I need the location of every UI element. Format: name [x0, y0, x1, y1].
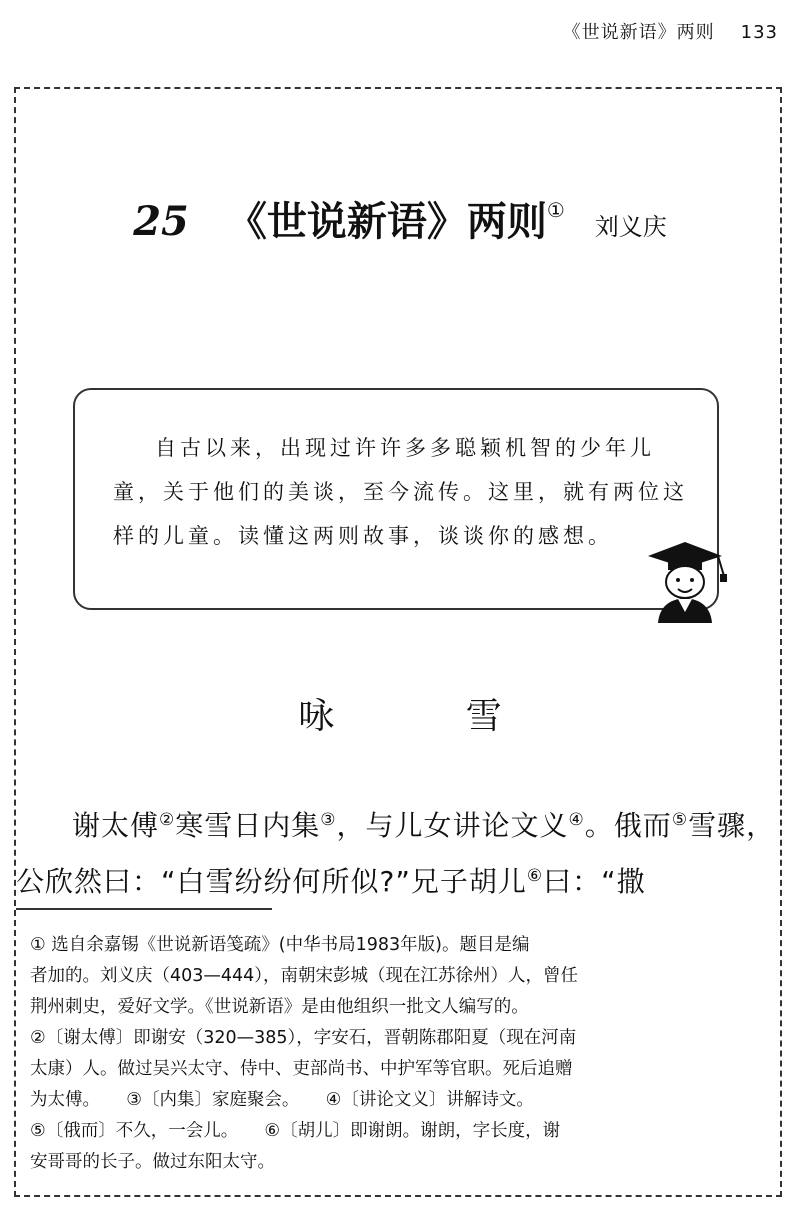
footnote-line: 荆州刺史，爱好文学。《世说新语》是由他组织一批文人编写的。 [30, 997, 529, 1017]
footnote-line: ②〔谢太傅〕即谢安（320—385），字安石，晋朝陈郡阳夏（现在河南 [30, 1028, 577, 1048]
footnote-ref: ③ [320, 810, 337, 830]
title-footnote-mark: ① [546, 198, 565, 222]
footnote-ref: ④ [568, 810, 585, 830]
text-seg: 雪骤，公欣然曰：“白雪纷纷何所似?”兄子胡儿 [16, 809, 776, 898]
running-header [563, 18, 778, 44]
text-seg: ，与儿女讲论文义 [336, 809, 569, 842]
footnote-line: 者加的。刘义庆（403—444），南朝宋彭城（现在江苏徐州）人，曾任 [30, 966, 579, 986]
footnote-rule [16, 908, 272, 910]
page-number: 133 [740, 22, 778, 43]
footnote-line: 太康）人。做过吴兴太守、侍中、吏部尚书、中护军等官职。死后追赠 [30, 1059, 573, 1079]
lesson-number: 25 [133, 198, 189, 245]
lesson-title-text: 《世说新语》两则 [226, 199, 547, 245]
text-seg: 曰：“撒 [543, 865, 646, 898]
footnote-line: 为太傅。 ③〔内集〕家庭聚会。 ④〔讲论文义〕讲解诗文。 [30, 1090, 534, 1110]
footnotes [30, 930, 782, 1178]
running-title: 《世说新语》两则 [562, 22, 715, 43]
intro-box [73, 388, 719, 610]
footnote-ref: ② [159, 810, 176, 830]
footnote-line: ① 选自余嘉锡《世说新语笺疏》(中华书局1983年版)。题目是编 [30, 935, 530, 955]
text-seg: 寒雪日内集 [175, 809, 321, 842]
scholar-illustration [640, 538, 730, 623]
section-subtitle: 咏 雪 [298, 696, 562, 737]
text-seg: 谢太傅 [72, 809, 160, 842]
footnote-ref: ⑥ [526, 866, 544, 886]
footnote-line: 安哥哥的长子。做过东阳太守。 [30, 1152, 275, 1172]
text-seg: 。俄而 [584, 809, 672, 842]
intro-text: 自古以来，出现过许许多多聪颖机智的少年儿童，关于他们的美谈，至今流传。这里，就有两位这样的儿童。读懂这两则故事，谈谈你的感想。 [113, 436, 688, 548]
story-text [16, 795, 786, 907]
footnote-line: ⑤〔俄而〕不久，一会儿。 ⑥〔胡儿〕即谢朗。谢朗，字长度，谢 [30, 1121, 561, 1141]
footnote-ref: ⑤ [671, 810, 689, 830]
lesson-title [0, 190, 800, 247]
author: 刘义庆 [594, 213, 667, 241]
